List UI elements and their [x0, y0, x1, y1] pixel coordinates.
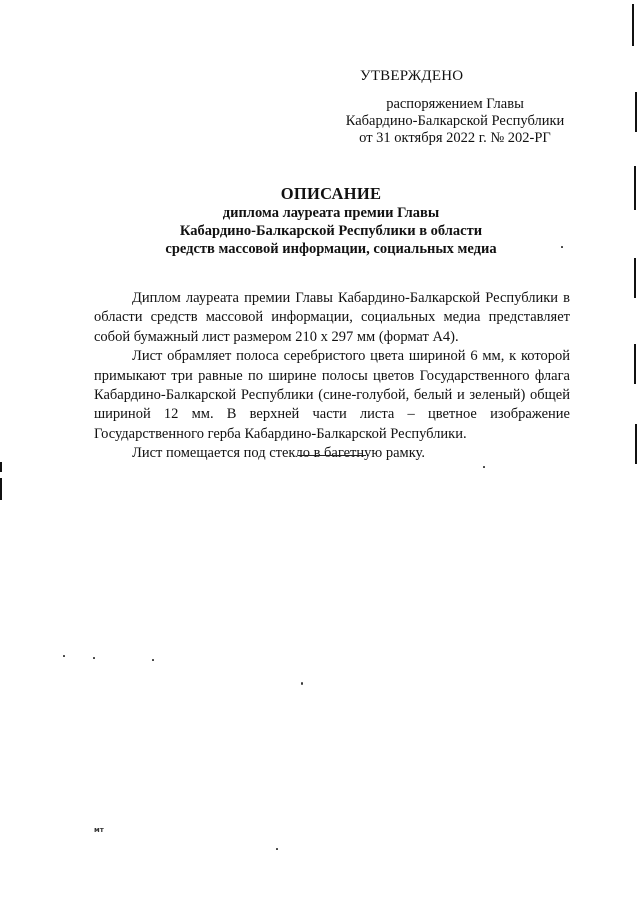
heading-title: ОПИСАНИЕ: [280, 184, 382, 203]
scan-speck: [152, 659, 154, 661]
heading-line-1: диплома лауреата премии Главы: [222, 205, 440, 221]
scan-edge-mark: [635, 424, 637, 464]
approval-line-republic: Кабардино-Балкарской Республики: [345, 113, 565, 129]
scan-edge-mark: [634, 258, 636, 298]
heading-line-3: средств массовой информации, социальных медиа: [165, 241, 497, 257]
approval-line-date: от 31 октября 2022 г. № 202-РГ: [359, 130, 551, 146]
paragraph-diploma: Диплом лауреата премии Главы Кабардино-Балкарской Республики в области средств массовой информации, социальных медиа представляет собой бумажный лист размером 210 х 297 мм (формат А4).: [94, 290, 570, 345]
document-body: [94, 289, 570, 464]
approval-details: [330, 96, 580, 147]
scan-edge-mark: [635, 92, 637, 132]
document-heading: [100, 184, 562, 258]
scan-edge-mark: [634, 344, 636, 384]
scan-speck: [93, 657, 95, 659]
end-divider-line: [298, 455, 366, 456]
approval-line-authority: распоряжением Главы: [386, 96, 524, 112]
scan-edge-mark: [632, 4, 634, 46]
scan-speck: [63, 655, 65, 657]
corner-mark: мт: [94, 826, 104, 834]
scan-speck: [483, 466, 485, 468]
scan-speck: [276, 848, 278, 850]
paragraph-glass: Лист помещается под стекло в багетную рамку.: [132, 445, 425, 462]
scan-speck: [561, 246, 563, 248]
heading-line-2: Кабардино-Балкарской Республики в области: [179, 223, 483, 239]
scan-edge-mark: [634, 166, 636, 210]
scan-speck: [301, 682, 303, 685]
scan-edge-mark: [0, 478, 2, 500]
paragraph-frame: Лист обрамляет полоса серебристого цвета шириной 6 мм, к которой примыкают три равные по ширине полосы цветов Государственного флага Кабардино-Балкарской Республики (сине-голубой, белый и зеленый) общей шириной 12 мм. В верхней части листа – цветное изображение Государственного герба Кабардино-Балкарской Республики.: [94, 348, 570, 442]
approval-title: УТВЕРЖДЕНО: [360, 68, 464, 84]
scan-edge-mark: [0, 462, 2, 472]
